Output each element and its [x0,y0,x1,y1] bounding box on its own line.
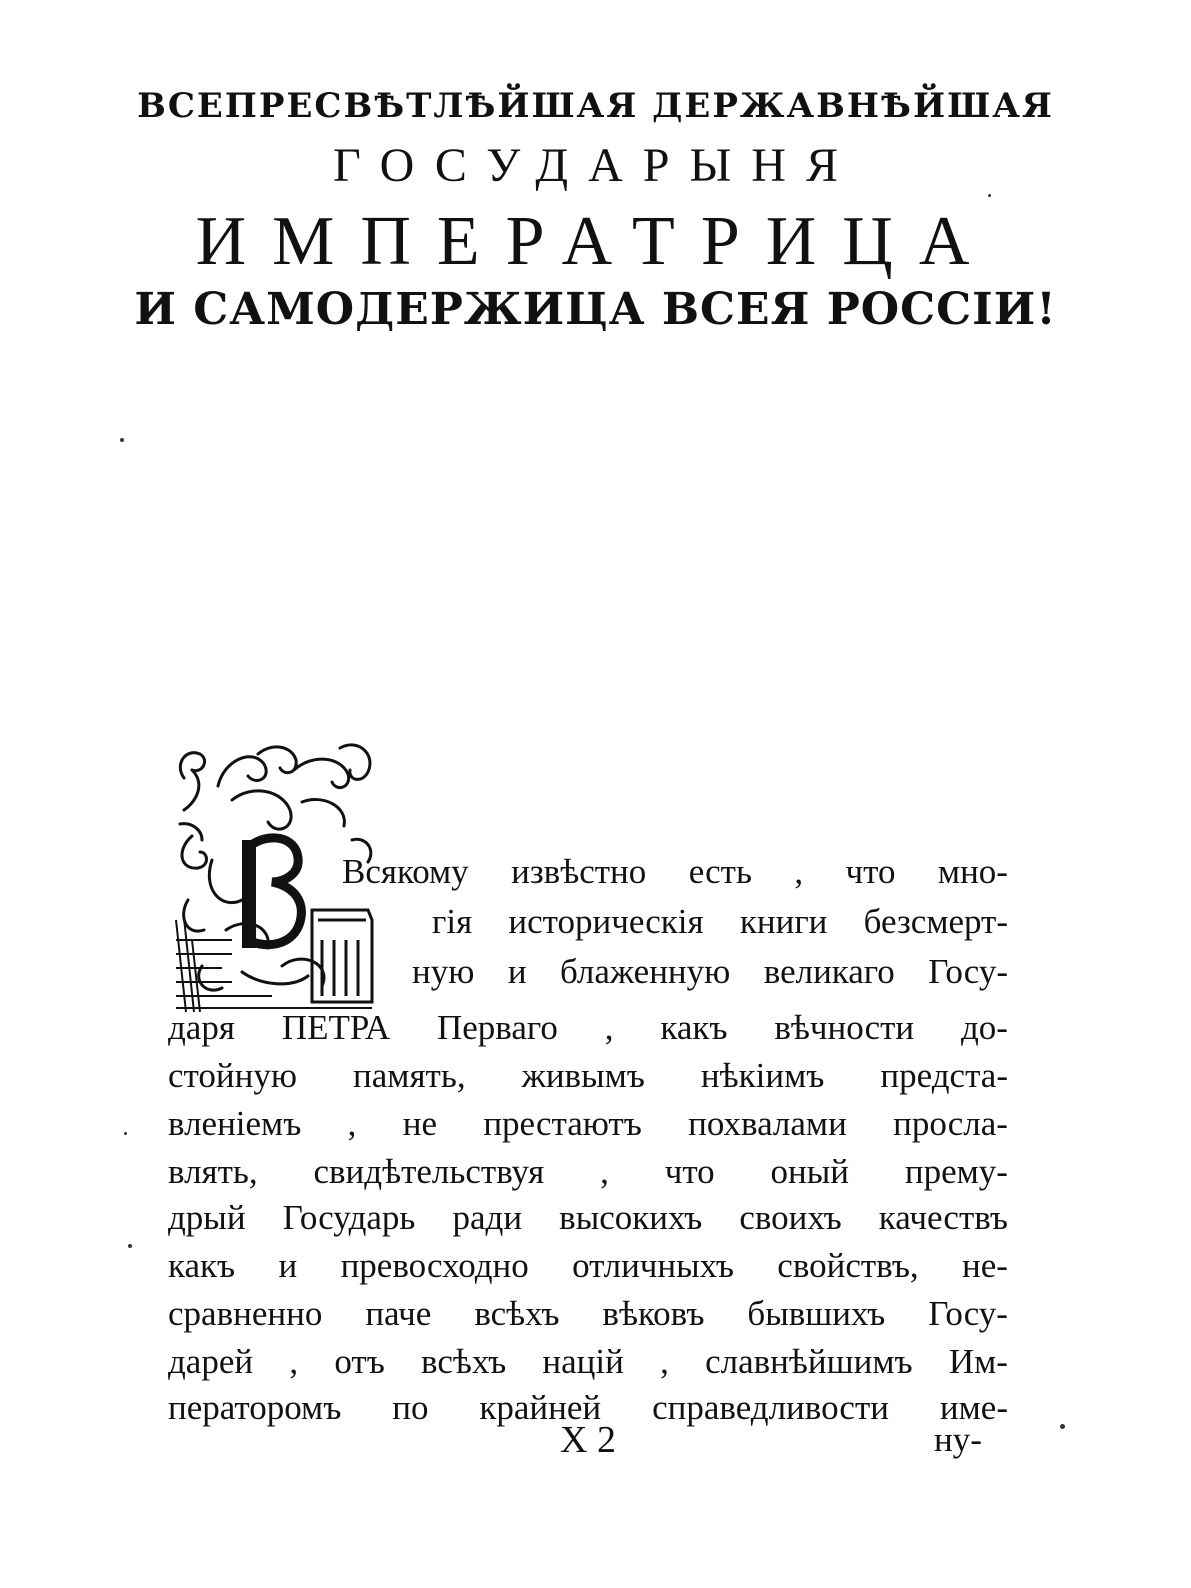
word: ради [452,1198,523,1237]
word: стойную [168,1056,297,1095]
text-line [168,1104,1008,1144]
word: блаженную [560,952,731,991]
ink-speck [988,194,991,197]
word: сравненно [168,1294,323,1333]
word: не- [962,1246,1008,1285]
word: Госу- [928,952,1008,991]
word: безсмерт- [863,902,1008,941]
word: мно- [937,852,1008,891]
word: , [289,1342,299,1381]
word: Им- [948,1342,1008,1381]
word: , [794,852,804,891]
word: Госу- [928,1294,1008,1333]
word: дарей [168,1342,254,1381]
word: отъ [334,1342,385,1381]
word: всѣхъ [474,1294,560,1333]
word: ную [412,952,475,991]
word: славнѣйшимъ [705,1342,913,1381]
word: живымъ [521,1056,645,1095]
word: бывшихъ [747,1294,886,1333]
word: Перваго [436,1008,558,1047]
word: даря [168,1008,235,1047]
word: качествъ [878,1198,1008,1237]
word: име- [939,1388,1008,1427]
word: крайней [479,1388,602,1427]
word: до- [961,1008,1008,1047]
word: ПЕТРА [281,1008,391,1047]
word: оный [770,1152,849,1191]
word: вленіемъ [168,1104,302,1143]
ink-speck [120,438,124,442]
word: великаго [763,952,895,991]
word: справедливости [652,1388,889,1427]
word: отличныхъ [572,1246,734,1285]
word: не [402,1104,437,1143]
text-line [168,1342,1008,1382]
word: книги [739,902,828,941]
text-line [342,852,1008,892]
word: вѣчности [774,1008,915,1047]
word: превосходно [340,1246,529,1285]
word: , [660,1342,669,1381]
word: что [845,852,896,891]
word: , [347,1104,357,1143]
dedication-line-1: ВСЕПРЕСВѢТЛѢЙШАЯ ДЕРЖАВНѢЙШАЯ [137,86,1054,126]
word: и [278,1246,298,1285]
word: Государь [282,1198,416,1237]
word: историческія [508,902,704,941]
word: своихъ [739,1198,842,1237]
word: извѣстно [511,852,647,891]
word: , [604,1008,614,1047]
text-line [168,1008,1008,1048]
word: прему- [904,1152,1008,1191]
word: вѣковъ [602,1294,705,1333]
word: высокихъ [559,1198,703,1237]
word: свойствъ, [777,1246,919,1285]
text-line [168,1056,1008,1096]
text-line [168,1198,1008,1238]
word: Всякому [342,852,469,891]
ink-speck [1060,1424,1065,1429]
word: нѣкіимъ [700,1056,825,1095]
word: всѣхъ [421,1342,507,1381]
word: есть [688,852,752,891]
word: просла- [893,1104,1008,1143]
text-line [412,952,1008,992]
text-line [168,1246,1008,1286]
word: какъ [660,1008,728,1047]
text-line [168,1152,1008,1192]
word: дрый [168,1198,246,1237]
catchword: ну- [934,1420,982,1459]
word: похвалами [688,1104,847,1143]
word: , [600,1152,609,1191]
signature-mark: Х 2 [560,1419,616,1461]
word: свидѣтельствуя [313,1152,545,1191]
word: гія [432,902,473,941]
word: влять, [168,1152,258,1191]
word: паче [365,1294,432,1333]
text-line [168,1294,1008,1334]
word: по [392,1388,429,1427]
word: ператоромъ [168,1388,342,1427]
ink-speck [128,1244,132,1248]
word: предста- [880,1056,1008,1095]
dedication-line-4: И САМОДЕРЖИЦА ВСЕЯ РОССІИ! [134,284,1057,335]
word: престаютъ [483,1104,642,1143]
dedication-line-3: ИМПЕРАТРИЦА [195,203,996,280]
word: націй [542,1342,624,1381]
text-line [432,902,1008,942]
ink-speck [124,1132,127,1135]
dedication-line-2: ГОСУДАРЫНЯ [333,139,858,192]
word: память, [353,1056,466,1095]
word: что [664,1152,715,1191]
word: какъ [168,1246,236,1285]
word: и [507,952,527,991]
